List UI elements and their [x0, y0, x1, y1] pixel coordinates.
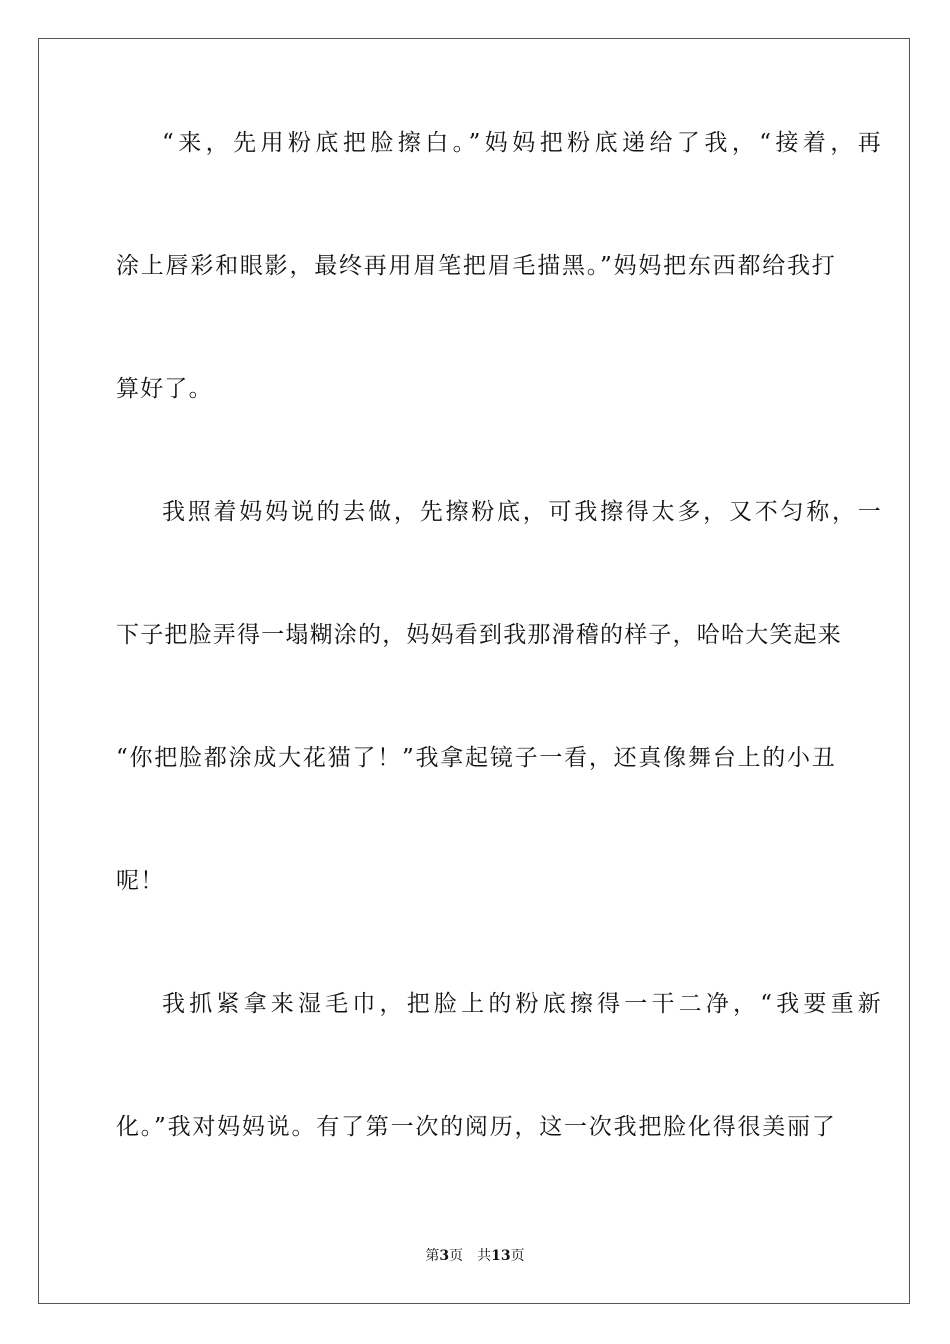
paragraph-line: 涂上唇彩和眼影，最终再用眉笔把眉毛描黑。”妈妈把东西都给我打 [116, 253, 836, 279]
paragraph-line: 呢！ [116, 868, 165, 894]
paragraph-line: “来，先用粉底把脸擦白。”妈妈把粉底递给了我，“接着，再 [162, 130, 882, 156]
total-pages: 13 [491, 1248, 511, 1264]
paragraph-line: 我照着妈妈说的去做，先擦粉底，可我擦得太多，又不匀称，一 [162, 499, 882, 525]
paragraph-line: 我抓紧拿来湿毛巾，把脸上的粉底擦得一干二净，“我要重新 [162, 991, 882, 1017]
page-prefix: 第 [425, 1248, 440, 1264]
total-prefix: 共 [477, 1248, 492, 1264]
paragraph-line: 算好了。 [116, 376, 213, 402]
page-footer [0, 1246, 950, 1266]
page-suffix: 页 [449, 1248, 464, 1264]
paragraph-line: 化。”我对妈妈说。有了第一次的阅历，这一次我把脸化得很美丽了 [116, 1114, 836, 1140]
paragraph-line: “你把脸都涂成大花猫了！”我拿起镜子一看，还真像舞台上的小丑 [116, 745, 836, 771]
page-number: 3 [439, 1248, 450, 1264]
paragraph-line: 下子把脸弄得一塌糊涂的，妈妈看到我那滑稽的样子，哈哈大笑起来 [116, 622, 842, 648]
total-suffix: 页 [510, 1248, 525, 1264]
